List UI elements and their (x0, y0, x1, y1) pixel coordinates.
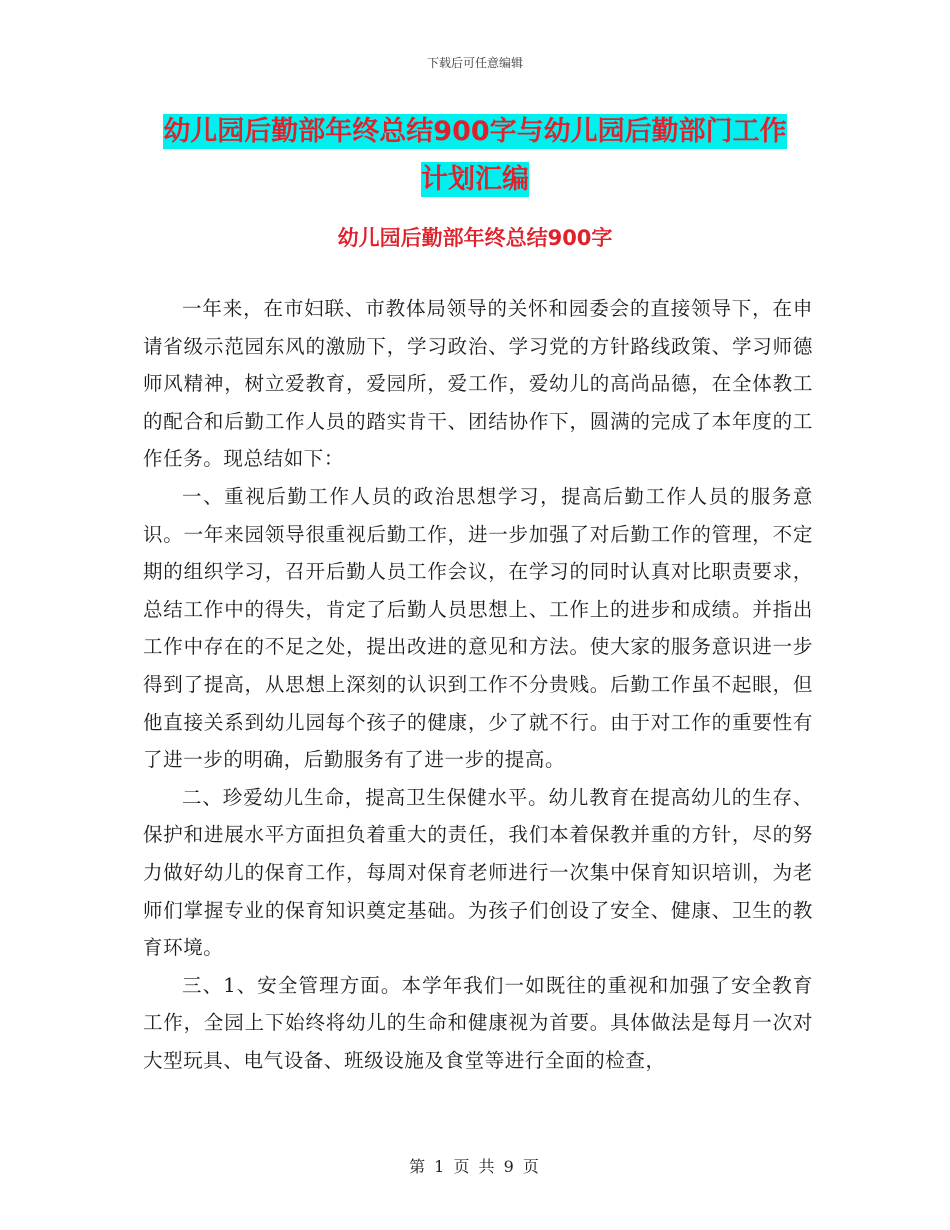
document-title-line-1: 幼儿园后勤部年终总结900字与幼儿园后勤部门工作 (163, 116, 787, 147)
page-footer: 第 1 页 共 9 页 (409, 1157, 541, 1176)
paragraph-intro: 一年来，在市妇联、市教体局领导的关怀和园委会的直接领导下，在申请省级示范园东风的激励下，学习政治、学习党的方针路线政策、学习师德师风精神，树立爱教育，爱园所，爱工作，爱幼儿的高尚品德，在全体教工的配合和后勤工作人员的踏实肯干、团结协作下，圆满的完成了本年度的工作任务。现总结如下： (143, 297, 813, 471)
document-title-line-2: 计划汇编 (421, 164, 529, 195)
section-title: 幼儿园后勤部年终总结900字 (337, 226, 613, 250)
header-note: 下载后可任意编辑 (426, 56, 523, 70)
document-title (0, 108, 950, 204)
paragraph-section-3: 三、1、安全管理方面。本学年我们一如既往的重视和加强了安全教育工作，全园上下始终将幼儿的生命和健康视为首要。具体做法是每月一次对大型玩具、电气设备、班级设施及食堂等进行全面的检查， (143, 973, 813, 1072)
paragraph-section-1: 一、重视后勤工作人员的政治思想学习，提高后勤工作人员的服务意识。一年来园领导很重视后勤工作，进一步加强了对后勤工作的管理，不定期的组织学习，召开后勤人员工作会议，在学习的同时认真对比职责要求，总结工作中的得失，肯定了后勤人员思想上、工作上的进步和成绩。并指出工作中存在的不足之处，提出改进的意见和方法。使大家的服务意识进一步得到了提高，从思想上深刻的认识到工作不分贵贱。后勤工作虽不起眼，但他直接关系到幼儿园每个孩子的健康，少了就不行。由于对工作的重要性有了进一步的明确，后勤服务有了进一步的提高。 (143, 484, 813, 772)
paragraph-section-2: 二、珍爱幼儿生命，提高卫生保健水平。幼儿教育在提高幼儿的生存、保护和进展水平方面担负着重大的责任，我们本着保教并重的方针，尽的努力做好幼儿的保育工作，每周对保育老师进行一次集中保育知识培训，为老师们掌握专业的保育知识奠定基础。为孩子们创设了安全、健康、卫生的教育环境。 (143, 785, 813, 960)
document-body (143, 290, 813, 1079)
